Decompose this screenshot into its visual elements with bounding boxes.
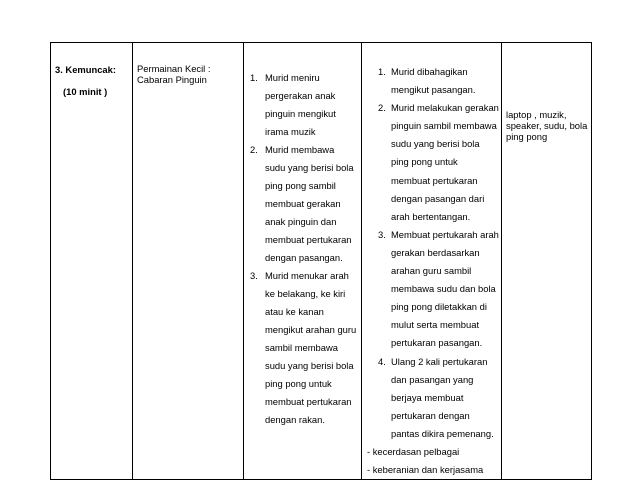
list-number: 2.	[250, 144, 258, 155]
list-text: Murid dibahagikan mengikut pasangan.	[391, 66, 476, 96]
materials-cell	[502, 43, 592, 480]
list-item	[250, 141, 357, 267]
student-steps-cell	[362, 43, 502, 480]
list-text: Murid membawa sudu yang berisi bola ping pong sambil membuat gerakan anak pinguin dan membuat pertukaran dengan pasangan.	[265, 144, 354, 263]
list-text: Ulang 2 kali pertukaran dan pasangan yang berjaya membuat pertukaran dengan pantas dikira pemenang.	[391, 355, 494, 439]
list-item	[367, 353, 499, 443]
table-row	[51, 43, 592, 480]
list-number: 3.	[250, 270, 258, 281]
teacher-steps-list	[250, 69, 357, 429]
list-item	[367, 99, 499, 226]
list-text: Murid melakukan gerakan pinguin sambil membawa sudu yang berisi bola ping pong untuk membuat pertukaran dengan pasangan dari arah bertentangan.	[391, 102, 499, 222]
materials-text: laptop , muzik, speaker, sudu, bola ping pong	[506, 109, 588, 142]
list-text: Murid meniru pergerakan anak pinguin mengikut irama muzik	[265, 72, 336, 137]
activity-cell	[133, 43, 244, 480]
list-number: 1.	[378, 66, 386, 77]
teacher-steps-cell	[244, 43, 362, 480]
activity-label: Permainan Kecil :	[137, 63, 211, 74]
list-item	[250, 69, 357, 141]
activity-name: Cabaran Pinguin	[137, 74, 207, 85]
value-item-courage-cooperation: - keberanian dan kerjasama	[367, 464, 484, 476]
stage-duration: (10 minit )	[63, 86, 108, 97]
list-number: 3.	[378, 228, 386, 240]
list-text: Membuat pertukarah arah gerakan berdasarkan arahan guru sambil membawa sudu dan bola ping pong diletakkan di mulut serta membuat pertukaran pasangan.	[391, 228, 499, 349]
list-item	[367, 63, 499, 99]
list-item	[250, 267, 357, 429]
stage-cell	[51, 43, 133, 480]
lesson-plan-table	[50, 42, 592, 480]
list-number: 2.	[378, 102, 386, 114]
student-steps-list	[367, 63, 499, 443]
list-number: 1.	[250, 72, 258, 83]
list-number: 4.	[378, 355, 386, 367]
list-item	[367, 226, 499, 353]
value-item-multiple-intelligence: - kecerdasan pelbagai	[367, 445, 460, 457]
stage-title: 3. Kemuncak:	[55, 64, 116, 75]
list-text: Murid menukar arah ke belakang, ke kiri atau ke kanan mengikut arahan guru sambil membawa sudu yang berisi bola ping pong untuk membuat pertukaran dengan rakan.	[265, 270, 357, 425]
